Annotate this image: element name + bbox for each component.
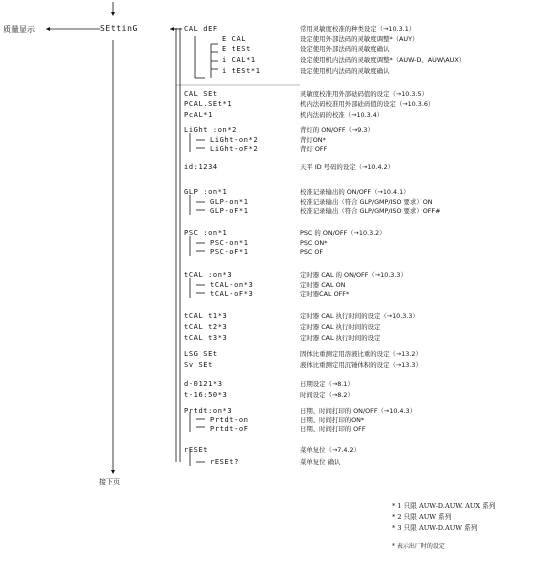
menu-label: rESEt	[184, 446, 209, 454]
mass-display-label: 质量显示	[3, 25, 35, 34]
menu-description: 机内法码校准用外部砝码值的设定（→10.3.6）	[300, 100, 435, 108]
menu-description: 菜单复位（→7.4.2）	[300, 446, 360, 454]
menu-label: tCAL t3*3	[184, 334, 228, 342]
menu-description: 定时器CAL OFF*	[300, 290, 350, 298]
menu-label: PCAL.SEt*1	[184, 100, 233, 108]
menu-description: 日期设定（→8.1）	[300, 380, 354, 388]
menu-label: Prtdt:on*3	[184, 407, 233, 415]
menu-label: PSC-oF*1	[210, 248, 249, 256]
menu-label: PcAL*1	[184, 111, 213, 119]
menu-description: 菜单复位 确认	[300, 458, 341, 466]
menu-label: tCAL-oF*3	[210, 290, 254, 298]
menu-description: 日期、时间打印的 ON/OFF（→10.4.3）	[300, 407, 416, 415]
menu-description: 定时器 CAL ON	[300, 281, 346, 289]
menu-description: 常用灵敏度校准的种类设定（→10.3.1）	[300, 25, 416, 33]
menu-description: 设定使用机内法码的灵敏度确认	[300, 67, 390, 75]
menu-description: 背灯ON*	[300, 136, 326, 144]
menu-description: 背灯 OFF	[300, 145, 328, 153]
menu-label: Prtdt-oF	[210, 425, 249, 433]
menu-label: i tESt*1	[222, 67, 261, 75]
menu-description: 校准记录输出（符合 GLP/GMP/ISO 要求）ON	[300, 198, 433, 206]
menu-label: id:1234	[184, 163, 218, 171]
menu-description: 设定使用机内法码的灵敏度调整*（AUW-D、AUW\AUX）	[300, 56, 466, 64]
menu-label: PSC :on*1	[184, 229, 228, 237]
menu-description: 校准记录输出（符合 GLP/GMP/ISO 要求）OFF#	[300, 207, 441, 215]
menu-label: d-0121*3	[184, 380, 223, 388]
menu-label: PSC-on*1	[210, 239, 249, 247]
footnote: * 表示出厂时的设定	[392, 543, 445, 550]
menu-label: LiGht-oF*2	[210, 145, 259, 153]
menu-label: tCAL :on*3	[184, 271, 233, 279]
footnote: * 2 只限 AUW 系列	[392, 513, 452, 521]
menu-description: PSC ON*	[300, 239, 328, 247]
menu-description: 日期、时间打印的ON*	[300, 416, 365, 424]
menu-label: E tESt	[222, 45, 251, 53]
menu-description: 校准记录输出的 ON/OFF（→10.4.1）	[300, 188, 410, 196]
menu-label: GLP :on*1	[184, 188, 228, 196]
setting-label: SEttinG	[100, 24, 138, 33]
menu-description: 定时器 CAL 的 ON/OFF（→10.3.3）	[300, 271, 407, 279]
menu-description: 机内法码的校准（→10.3.4）	[300, 111, 384, 119]
menu-label: LiGht-on*2	[210, 136, 259, 144]
menu-description: 灵敏度校准用外部砝码值的设定（→10.3.5）	[300, 90, 428, 98]
menu-label: t-16:50*3	[184, 391, 228, 399]
menu-label: E CAL	[222, 35, 247, 43]
menu-description: PSC OF	[300, 248, 324, 256]
footnote: * 3 只限 AUW-D.AUW 系列	[392, 524, 478, 532]
menu-label: rESEt?	[210, 458, 239, 466]
menu-description: 定时器 CAL 执行时间的设定	[300, 334, 381, 342]
menu-label: CAL SEt	[184, 90, 218, 98]
menu-description: 设定使用外部法码的灵敏度调整*（AUY）	[300, 35, 419, 43]
menu-label: tCAL t2*3	[184, 323, 228, 331]
menu-label: i CAL*1	[222, 56, 256, 64]
menu-label: CAL dEF	[184, 25, 218, 33]
menu-label: Prtdt-on	[210, 416, 249, 424]
footnote: * 1 只限 AUW-D.AUW. AUX 系列	[392, 502, 496, 510]
menu-label: LiGht :on*2	[184, 126, 237, 134]
menu-description: 日期、时间打印的 OFF	[300, 425, 366, 433]
menu-description: 时间设定（→8.2）	[300, 391, 354, 399]
menu-label: GLP-on*1	[210, 198, 249, 206]
menu-label: LSG SEt	[184, 350, 218, 358]
menu-description: 固体比重测定用溶液比重的设定（→13.2）	[300, 350, 422, 358]
next-page-label: 接下页	[99, 478, 120, 486]
menu-label: Sv SEt	[184, 361, 213, 369]
menu-description: 天平 ID 号码的设定（→10.4.2）	[300, 163, 395, 171]
menu-description: 设定使用外部法码的灵敏度确认	[300, 45, 390, 53]
menu-label: GLP-oF*1	[210, 207, 249, 215]
menu-label: tCAL-on*3	[210, 281, 254, 289]
menu-label: tCAL t1*3	[184, 312, 228, 320]
menu-description: 定时器 CAL 执行时间的设定（→10.3.3）	[300, 312, 419, 320]
menu-description: 定时器 CAL 执行时间的设定	[300, 323, 381, 331]
menu-description: PSC 的 ON/OFF（→10.3.2）	[300, 229, 386, 237]
menu-description: 背灯的 ON/OFF（→9.3）	[300, 126, 374, 134]
menu-description: 液体比重测定用沉锤体积的设定（→13.3）	[300, 361, 422, 369]
